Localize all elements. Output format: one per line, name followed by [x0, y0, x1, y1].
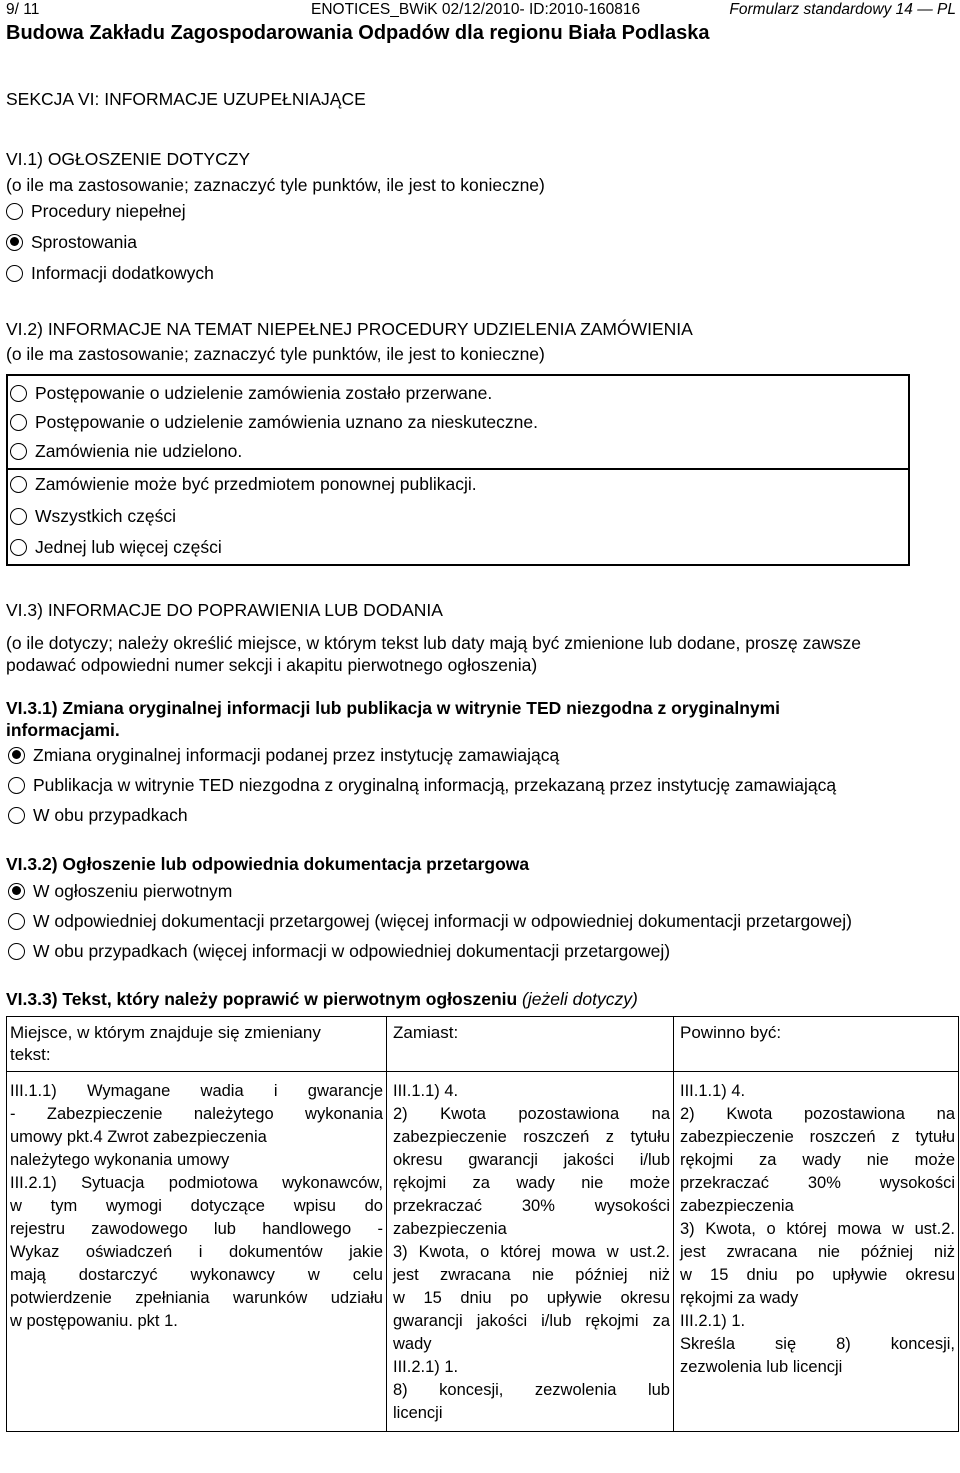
vi33-title [6, 988, 956, 1010]
vi2-republish-box [8, 468, 908, 564]
vi1-option-label: Procedury niepełnej [31, 201, 186, 221]
vi31-title-line2: informacjami. [6, 720, 120, 740]
vi2-hint: (o ile ma zastosowanie; zaznaczyć tyle punktów, ile jest to konieczne) [6, 344, 545, 364]
cell-text-line: rękojmi za wady [680, 1289, 799, 1307]
cell-text-line: III.1.1) Wymagane wadia i gwarancje [10, 1082, 383, 1100]
cell-text-line: w 15 dniu po upływie okresu [680, 1266, 955, 1284]
cell-text-line: III.1.1) 4. [393, 1082, 459, 1100]
radio-checked-icon[interactable] [8, 747, 25, 764]
cell-text-line: 8) koncesji, zezwolenia lub [393, 1381, 670, 1399]
vi2-republish [10, 473, 908, 495]
vi31-option[interactable] [8, 744, 956, 766]
vi32-options [6, 880, 956, 962]
vi1-section [6, 148, 956, 284]
table-row [7, 1072, 959, 1432]
cell-text-line: potwierdzenie zpełniania warunków udziału [10, 1289, 383, 1307]
document-page [6, 0, 956, 1432]
table-header-row [7, 1017, 959, 1072]
radio-unchecked-icon[interactable] [6, 203, 23, 220]
page-header [6, 1, 956, 21]
vi2-parts [10, 505, 908, 558]
radio-unchecked-icon[interactable] [10, 508, 27, 525]
cell-text-line: zabezpieczenia [680, 1197, 794, 1215]
vi3-hint-line1: (o ile dotyczy; należy określić miejsce, w którym tekst lub daty mają być zmienione lub dodane, proszę zawsze [6, 633, 861, 653]
header-instead: Zamiast: [393, 1023, 459, 1042]
radio-unchecked-icon[interactable] [8, 943, 25, 960]
vi2-option-label: Postępowanie o udzielenie zamówienia uznano za nieskuteczne. [35, 412, 538, 432]
cell-text-line: III.2.1) 1. [393, 1358, 459, 1376]
cell-text-line: przekraczać 30% wysokości [680, 1174, 955, 1192]
vi3-section [6, 599, 956, 1432]
document-title: Budowa Zakładu Zagospodarowania Odpadów dla regionu Biała Podlaska [6, 22, 710, 44]
cell-text-line: umowy pkt.4 Zwrot zabezpieczenia [10, 1128, 267, 1146]
cell-text-line: w postępowaniu. pkt 1. [10, 1312, 178, 1330]
cell-text-line: III.1.1) 4. [680, 1082, 746, 1100]
vi31-option-label: W obu przypadkach [33, 805, 188, 825]
vi31-option-label: Zmiana oryginalnej informacji podanej przez instytucję zamawiającą [33, 745, 560, 765]
radio-unchecked-icon[interactable] [10, 414, 27, 431]
vi31-option[interactable] [8, 774, 956, 796]
section-6-title: SEKCJA VI: INFORMACJE UZUPEŁNIAJĄCE [6, 89, 366, 109]
cell-place [7, 1072, 386, 1339]
vi31-option[interactable] [8, 804, 956, 826]
cell-instead [387, 1072, 673, 1431]
form-name: Formularz standardowy 14 — PL [729, 1, 956, 18]
vi33-title-rest: (jeżeli dotyczy) [517, 989, 638, 1009]
radio-unchecked-icon[interactable] [10, 385, 27, 402]
cell-text-line: okresu gwarancji jakości i/lub [393, 1151, 670, 1169]
vi1-option[interactable] [6, 231, 956, 253]
vi1-option-label: Informacji dodatkowych [31, 263, 214, 283]
cell-text-line: zezwolenia lub licencji [680, 1358, 843, 1376]
cell-text-line: 3) Kwota, o której mowa w ust.2. [393, 1243, 670, 1261]
vi2-parts-option-label: Jednej lub więcej części [35, 537, 222, 557]
vi1-options [6, 200, 956, 284]
radio-unchecked-icon[interactable] [8, 777, 25, 794]
vi31-title [6, 697, 956, 741]
cell-text-line: III.2.1) Sytuacja podmiotowa wykonawców, [10, 1174, 383, 1192]
vi32-option-label: W odpowiedniej dokumentacji przetargowej (więcej informacji w odpowiedniej dokumentacji przetargowej) [33, 911, 853, 931]
radio-unchecked-icon[interactable] [10, 443, 27, 460]
cell-text-line: licencji [393, 1404, 443, 1422]
vi2-section [6, 318, 956, 566]
radio-unchecked-icon[interactable] [10, 476, 27, 493]
vi2-option[interactable] [10, 382, 908, 404]
cell-text-line: - Zabezpieczenie należytego wykonania [10, 1105, 383, 1123]
vi31-title-line1: VI.3.1) Zmiana oryginalnej informacji lub publikacja w witrynie TED niezgodna z oryginalnymi [6, 698, 781, 718]
vi32-option[interactable] [8, 880, 956, 902]
radio-unchecked-icon[interactable] [6, 265, 23, 282]
vi2-option-label: Postępowanie o udzielenie zamówienia zostało przerwane. [35, 383, 493, 403]
cell-should [674, 1072, 958, 1385]
cell-text-line: zabezpieczenie roszczeń z tytułu [393, 1128, 670, 1146]
vi2-option[interactable] [10, 440, 908, 462]
vi2-options [8, 376, 908, 468]
cell-text-line: rękojmi za wady nie może [680, 1151, 955, 1169]
radio-unchecked-icon[interactable] [8, 807, 25, 824]
header-place: Miejsce, w którym znajduje się zmieniany tekst: [10, 1023, 321, 1064]
vi2-title: VI.2) INFORMACJE NA TEMAT NIEPEŁNEJ PROCEDURY UDZIELENIA ZAMÓWIENIA [6, 319, 693, 339]
cell-text-line: Wykaz oświadczeń i dokumentów jakie [10, 1243, 383, 1261]
vi3-hint [6, 632, 956, 676]
vi1-option-label: Sprostowania [31, 232, 138, 252]
notice-id: ENOTICES_BWiK 02/12/2010- ID:2010-160816 [311, 1, 641, 18]
vi32-option-label: W ogłoszeniu pierwotnym [33, 881, 233, 901]
vi1-option[interactable] [6, 200, 956, 222]
cell-text-line: w 15 dniu po upływie okresu [393, 1289, 670, 1307]
vi3-title: VI.3) INFORMACJE DO POPRAWIENIA LUB DODANIA [6, 600, 443, 620]
vi1-title: VI.1) OGŁOSZENIE DOTYCZY [6, 149, 251, 169]
vi32-title: VI.3.2) Ogłoszenie lub odpowiednia dokumentacja przetargowa [6, 854, 530, 874]
vi2-parts-option-label: Wszystkich części [35, 506, 176, 526]
cell-text-line: należytego wykonania umowy [10, 1151, 230, 1169]
vi2-box [6, 374, 910, 566]
page-number: 9/ 11 [6, 1, 40, 18]
radio-unchecked-icon[interactable] [8, 913, 25, 930]
vi3-hint-line2: podawać odpowiedni numer sekcji i akapitu pierwotnego ogłoszenia) [6, 655, 538, 675]
cell-text-line: zabezpieczenia [393, 1220, 507, 1238]
vi31-option-label: Publikacja w witrynie TED niezgodna z oryginalną informacją, przekazaną przez instytucję zamawiającą [33, 775, 837, 795]
cell-text-line: mają dostarczyć wykonawcy w celu [10, 1266, 383, 1284]
vi2-republish-option-label: Zamówienie może być przedmiotem ponownej publikacji. [35, 474, 477, 494]
cell-text-line: zabezpieczenie roszczeń z tytułu [680, 1128, 955, 1146]
vi33-title-bold: VI.3.3) Tekst, który należy poprawić w pierwotnym ogłoszeniu [6, 989, 518, 1009]
vi2-option[interactable] [10, 411, 908, 433]
vi32-option[interactable] [8, 910, 956, 932]
cell-text-line: rejestru zawodowego lub handlowego - [10, 1220, 383, 1238]
radio-checked-icon[interactable] [6, 234, 23, 251]
cell-text-line: rękojmi za wady nie może [393, 1174, 670, 1192]
vi32-option-label: W obu przypadkach (więcej informacji w odpowiedniej dokumentacji przetargowej) [33, 941, 671, 961]
vi2-republish-option[interactable] [10, 473, 908, 495]
corrections-table [6, 1016, 959, 1432]
vi2-option-label: Zamówienia nie udzielono. [35, 441, 243, 461]
vi2-parts-option[interactable] [10, 505, 908, 527]
radio-unchecked-icon[interactable] [10, 539, 27, 556]
cell-text-line: III.2.1) 1. [680, 1312, 746, 1330]
cell-text-line: 2) Kwota pozostawiona na [393, 1105, 670, 1123]
vi32-option[interactable] [8, 940, 956, 962]
cell-text-line: przekraczać 30% wysokości [393, 1197, 670, 1215]
cell-text-line: 2) Kwota pozostawiona na [680, 1105, 955, 1123]
cell-text-line: 3) Kwota, o której mowa w ust.2. [680, 1220, 955, 1238]
cell-text-line: gwarancji jakości i/lub rękojmi za [393, 1312, 670, 1330]
cell-text-line: jest zwracana nie później niż [680, 1243, 955, 1261]
cell-text-line: jest zwracana nie później niż [393, 1266, 670, 1284]
radio-checked-icon[interactable] [8, 883, 25, 900]
vi2-parts-option[interactable] [10, 536, 908, 558]
vi31-options [6, 744, 956, 826]
cell-text-line: Skreśla się 8) koncesji, [680, 1335, 955, 1353]
cell-text-line: w tym wymogi dotyczące wpisu do [10, 1197, 383, 1215]
vi1-hint: (o ile ma zastosowanie; zaznaczyć tyle punktów, ile jest to konieczne) [6, 175, 545, 195]
cell-text-line: wady [393, 1335, 432, 1353]
vi1-option[interactable] [6, 262, 956, 284]
header-should: Powinno być: [680, 1023, 782, 1042]
